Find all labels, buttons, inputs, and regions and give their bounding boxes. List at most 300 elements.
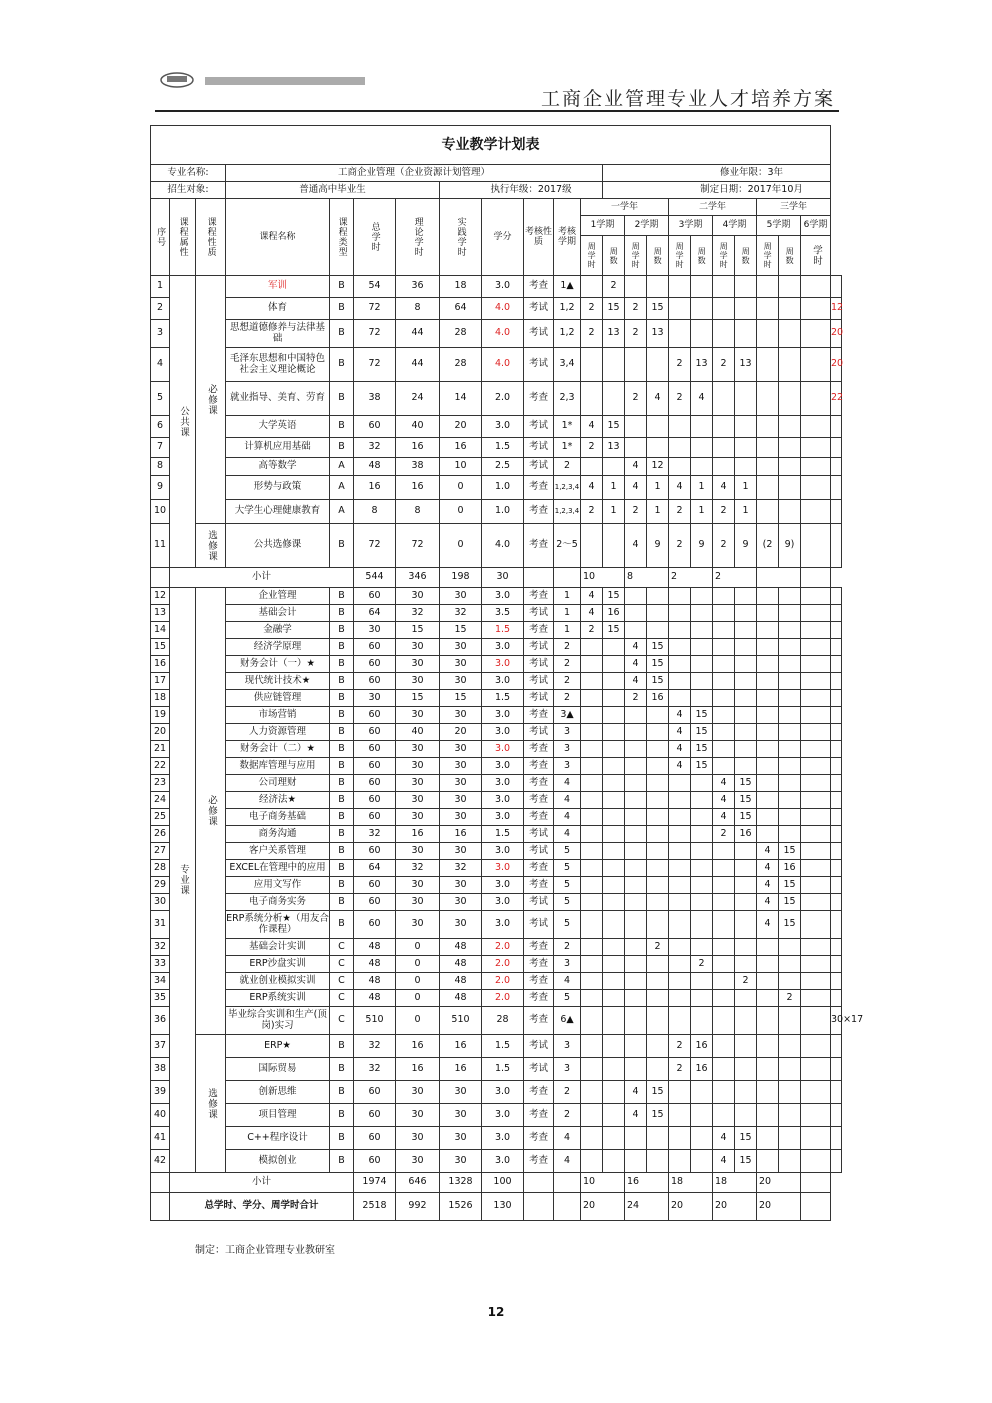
table-row	[151, 416, 842, 438]
table-cell	[625, 1127, 647, 1150]
table-cell: B	[330, 911, 354, 939]
table-cell	[625, 758, 647, 775]
table-cell: 30	[440, 894, 482, 911]
table-cell	[603, 894, 625, 911]
table-cell	[831, 438, 842, 458]
table-cell	[713, 622, 735, 639]
table-cell: B	[330, 588, 354, 605]
table-cell: 5	[554, 894, 581, 911]
table-cell: 30	[440, 809, 482, 826]
table-cell: 2	[554, 458, 581, 476]
course-name: ERP系统实训	[226, 990, 330, 1007]
table-cell	[735, 707, 757, 724]
table-cell: 3.0	[482, 724, 524, 741]
table-cell: B	[330, 348, 354, 382]
table-cell: 1	[647, 476, 669, 500]
table-cell: 30	[354, 690, 396, 707]
table-cell	[779, 639, 801, 656]
table-cell: 0	[440, 524, 482, 568]
course-name: 市场营销	[226, 707, 330, 724]
table-cell	[713, 758, 735, 775]
table-cell: 考试	[524, 724, 554, 741]
table-cell: 6▲	[554, 1007, 581, 1035]
table-cell: 1*	[554, 438, 581, 458]
table-cell: 60	[354, 809, 396, 826]
table-row	[151, 500, 842, 524]
table-cell	[713, 973, 735, 990]
table-cell: 48	[354, 458, 396, 476]
table-row	[151, 758, 842, 775]
table-cell	[831, 990, 842, 1007]
table-cell	[735, 1081, 757, 1104]
table-cell: 60	[354, 707, 396, 724]
table-cell	[581, 911, 603, 939]
table-cell	[647, 707, 669, 724]
table-cell	[757, 1104, 779, 1127]
table-cell	[713, 416, 735, 438]
table-cell	[735, 382, 757, 416]
table-cell: 1	[554, 588, 581, 605]
table-cell	[713, 843, 735, 860]
total-theory: 346	[396, 568, 440, 588]
table-cell: 12	[647, 458, 669, 476]
table-cell	[713, 894, 735, 911]
major-value: 工商企业管理（企业资源计划管理）	[226, 165, 603, 182]
table-cell	[603, 1058, 625, 1081]
table-cell: 16	[647, 690, 669, 707]
table-row	[151, 639, 842, 656]
table-row	[151, 690, 842, 707]
table-cell	[581, 690, 603, 707]
row-seq: 10	[151, 500, 170, 524]
table-row	[151, 1127, 842, 1150]
table-row	[151, 1007, 842, 1035]
table-cell: 30	[396, 1104, 440, 1127]
term-6: 6学期	[801, 216, 831, 236]
table-cell	[831, 476, 842, 500]
table-cell	[669, 973, 691, 990]
term-4: 4学期	[713, 216, 757, 236]
table-cell	[581, 656, 603, 673]
table-cell: 考试	[524, 911, 554, 939]
course-name: 财务会计（二）★	[226, 741, 330, 758]
table-cell	[669, 1150, 691, 1173]
table-cell: 30	[396, 843, 440, 860]
table-cell	[691, 639, 713, 656]
table-cell	[603, 973, 625, 990]
table-cell: B	[330, 298, 354, 320]
table-cell: 60	[354, 843, 396, 860]
table-cell: 16	[440, 1035, 482, 1058]
table-cell: 30	[396, 707, 440, 724]
table-cell: 15	[647, 298, 669, 320]
row-seq: 19	[151, 707, 170, 724]
table-cell: 2	[554, 1104, 581, 1127]
table-cell	[757, 458, 779, 476]
table-cell	[647, 438, 669, 458]
table-cell	[779, 298, 801, 320]
table-cell: 4.0	[482, 348, 524, 382]
table-cell: 0	[396, 973, 440, 990]
table-cell: 考查	[524, 524, 554, 568]
table-cell	[757, 973, 779, 990]
table-cell: 2	[713, 348, 735, 382]
table-cell: 4	[669, 758, 691, 775]
table-cell: 16	[396, 826, 440, 843]
row-seq: 20	[151, 724, 170, 741]
table-cell	[647, 877, 669, 894]
table-cell: 10	[440, 458, 482, 476]
table-cell	[779, 622, 801, 639]
table-cell	[801, 458, 831, 476]
table-cell: 2～5	[554, 524, 581, 568]
table-cell	[691, 826, 713, 843]
table-cell	[713, 605, 735, 622]
table-cell: 2	[713, 524, 735, 568]
table-cell: 48	[354, 939, 396, 956]
table-cell	[691, 622, 713, 639]
row-seq: 34	[151, 973, 170, 990]
table-cell: B	[330, 1150, 354, 1173]
table-cell	[779, 320, 801, 348]
table-cell: 4	[713, 476, 735, 500]
course-name: 经济法★	[226, 792, 330, 809]
table-cell: 3.0	[482, 843, 524, 860]
table-cell: 考查	[524, 809, 554, 826]
table-cell	[669, 639, 691, 656]
table-cell: B	[330, 1127, 354, 1150]
table-cell: 30	[440, 639, 482, 656]
table-cell	[691, 1150, 713, 1173]
table-cell: 3.0	[482, 792, 524, 809]
table-cell: 考试	[524, 320, 554, 348]
table-cell: 1▲	[554, 276, 581, 298]
table-cell: 30	[396, 673, 440, 690]
table-cell	[735, 1104, 757, 1127]
table-cell: 30	[440, 1127, 482, 1150]
table-cell: 考查	[524, 1150, 554, 1173]
table-cell: 15	[735, 775, 757, 792]
table-cell: 72	[354, 348, 396, 382]
table-cell	[757, 741, 779, 758]
table-cell	[647, 724, 669, 741]
table-cell	[831, 843, 842, 860]
table-cell	[603, 877, 625, 894]
table-cell	[801, 758, 831, 775]
table-cell	[691, 690, 713, 707]
table-cell: 16	[396, 476, 440, 500]
table-cell: 20	[440, 416, 482, 438]
table-cell: 32	[354, 1035, 396, 1058]
table-row	[151, 707, 842, 724]
table-cell: 考试	[524, 416, 554, 438]
table-cell	[779, 809, 801, 826]
table-cell	[735, 956, 757, 973]
course-name: 供应链管理	[226, 690, 330, 707]
table-cell: 64	[354, 860, 396, 877]
table-cell: 8	[354, 500, 396, 524]
table-cell	[713, 1058, 735, 1081]
table-row	[151, 348, 842, 382]
table-cell: 30	[440, 1081, 482, 1104]
table-cell: 8	[396, 298, 440, 320]
row-seq: 6	[151, 416, 170, 438]
table-cell	[713, 1007, 735, 1035]
table-cell	[831, 894, 842, 911]
table-cell: 考查	[524, 990, 554, 1007]
table-cell: 5	[554, 990, 581, 1007]
table-cell: 考查	[524, 476, 554, 500]
table-cell: 4	[625, 458, 647, 476]
table-cell	[581, 843, 603, 860]
table-cell: B	[330, 775, 354, 792]
table-cell	[757, 1127, 779, 1150]
table-cell: 20	[831, 348, 842, 382]
table-cell: 4	[581, 588, 603, 605]
table-row	[151, 894, 842, 911]
table-cell	[647, 588, 669, 605]
table-cell	[625, 348, 647, 382]
row-seq: 7	[151, 438, 170, 458]
term-t5-hours: 20	[757, 1173, 801, 1193]
row-seq: 30	[151, 894, 170, 911]
table-cell: 3.0	[482, 588, 524, 605]
course-name: 就业创业模拟实训	[226, 973, 330, 990]
sub-weeks: 周数	[735, 236, 757, 276]
footnote: 制定：工商企业管理专业教研室	[195, 1245, 335, 1256]
table-cell: 2	[669, 1035, 691, 1058]
table-cell: 64	[354, 605, 396, 622]
table-cell: 4	[625, 524, 647, 568]
table-cell	[603, 1081, 625, 1104]
table-cell: 72	[354, 298, 396, 320]
table-cell: 2	[713, 826, 735, 843]
table-cell	[625, 894, 647, 911]
table-cell	[691, 1104, 713, 1127]
table-row	[151, 622, 842, 639]
table-cell: 4	[554, 809, 581, 826]
table-cell	[669, 956, 691, 973]
table-cell: 15	[603, 416, 625, 438]
table-cell: 2	[735, 973, 757, 990]
table-cell: 30	[396, 1127, 440, 1150]
table-cell	[603, 724, 625, 741]
table-cell	[581, 860, 603, 877]
table-cell: 15	[691, 758, 713, 775]
table-cell: 15	[603, 298, 625, 320]
row-seq: 25	[151, 809, 170, 826]
table-cell	[801, 1081, 831, 1104]
group-elective: 选修课	[196, 524, 226, 568]
table-cell	[757, 809, 779, 826]
table-cell: 5	[554, 843, 581, 860]
table-cell	[779, 1104, 801, 1127]
table-cell: 44	[396, 320, 440, 348]
table-cell	[831, 911, 842, 939]
table-cell	[691, 860, 713, 877]
table-cell: 48	[354, 990, 396, 1007]
table-cell	[647, 792, 669, 809]
table-cell: 30	[396, 741, 440, 758]
table-cell	[779, 1035, 801, 1058]
table-cell: 60	[354, 1127, 396, 1150]
table-cell	[757, 276, 779, 298]
table-cell	[691, 990, 713, 1007]
col-term: 考核学期	[554, 199, 581, 276]
table-cell	[779, 826, 801, 843]
table-cell: B	[330, 894, 354, 911]
table-cell: 考查	[524, 1127, 554, 1150]
table-cell	[669, 1104, 691, 1127]
table-cell: 考试	[524, 1058, 554, 1081]
table-cell	[779, 1127, 801, 1150]
blank-cell	[554, 1193, 581, 1221]
blank-cell	[151, 1193, 170, 1221]
table-cell: 9	[647, 524, 669, 568]
table-cell	[625, 605, 647, 622]
table-cell	[831, 656, 842, 673]
table-cell: 4	[625, 639, 647, 656]
table-cell	[713, 276, 735, 298]
table-cell	[713, 320, 735, 348]
table-cell	[581, 990, 603, 1007]
year-3: 三学年	[757, 199, 831, 216]
table-cell	[647, 416, 669, 438]
table-row	[151, 276, 842, 298]
table-cell: 2	[625, 382, 647, 416]
table-cell: 4.0	[482, 524, 524, 568]
row-seq: 18	[151, 690, 170, 707]
table-cell	[713, 588, 735, 605]
table-cell: 考查	[524, 1104, 554, 1127]
table-cell	[581, 775, 603, 792]
table-cell	[779, 956, 801, 973]
table-cell	[735, 1007, 757, 1035]
table-cell: 15	[779, 877, 801, 894]
table-cell: 4	[554, 1127, 581, 1150]
table-cell: 1.5	[482, 826, 524, 843]
table-cell	[801, 911, 831, 939]
table-cell: 15	[735, 1150, 757, 1173]
table-cell: B	[330, 707, 354, 724]
table-cell	[581, 458, 603, 476]
row-seq: 9	[151, 476, 170, 500]
table-cell	[669, 320, 691, 348]
table-cell: 4	[625, 1104, 647, 1127]
table-cell: 3.0	[482, 860, 524, 877]
table-cell: 2	[554, 1081, 581, 1104]
table-cell: 16	[691, 1035, 713, 1058]
blank-cell	[524, 1173, 554, 1193]
table-cell	[625, 622, 647, 639]
table-cell: 24	[396, 382, 440, 416]
table-cell: 9	[691, 524, 713, 568]
table-row	[151, 990, 842, 1007]
table-cell	[647, 911, 669, 939]
table-cell: 16	[779, 860, 801, 877]
table-cell	[713, 1081, 735, 1104]
table-cell: 32	[396, 860, 440, 877]
table-cell	[801, 639, 831, 656]
table-cell: 2	[779, 990, 801, 1007]
course-name: C++程序设计	[226, 1127, 330, 1150]
table-cell	[831, 276, 842, 298]
table-cell	[801, 622, 831, 639]
table-cell	[801, 939, 831, 956]
table-cell	[831, 956, 842, 973]
blank-cell	[801, 1173, 831, 1193]
table-cell: 2	[669, 500, 691, 524]
table-cell: 15	[647, 673, 669, 690]
table-row	[151, 382, 842, 416]
table-cell	[691, 458, 713, 476]
blank-cell	[801, 1193, 831, 1221]
term-t5-hours: 20	[757, 1193, 801, 1221]
table-cell	[831, 724, 842, 741]
table-cell	[581, 826, 603, 843]
table-cell: 4	[581, 476, 603, 500]
table-cell	[581, 809, 603, 826]
table-cell	[647, 843, 669, 860]
table-cell: 30	[396, 639, 440, 656]
table-cell: 16	[396, 1058, 440, 1081]
table-cell	[581, 1035, 603, 1058]
table-cell: B	[330, 1035, 354, 1058]
table-cell: 考试	[524, 639, 554, 656]
table-cell: 40	[396, 724, 440, 741]
table-cell: 4	[757, 911, 779, 939]
table-cell: 4	[625, 656, 647, 673]
table-cell: 2	[554, 673, 581, 690]
table-cell: 2.0	[482, 990, 524, 1007]
table-cell	[691, 276, 713, 298]
table-cell	[801, 1035, 831, 1058]
total-practice: 1526	[440, 1193, 482, 1221]
table-cell	[625, 416, 647, 438]
table-row	[151, 1150, 842, 1173]
table-cell: 1.5	[482, 438, 524, 458]
table-cell: 60	[354, 1081, 396, 1104]
row-seq: 38	[151, 1058, 170, 1081]
row-seq: 13	[151, 605, 170, 622]
table-cell	[691, 1081, 713, 1104]
table-cell: 0	[440, 476, 482, 500]
table-cell: 4	[554, 973, 581, 990]
table-cell: 5	[554, 911, 581, 939]
table-cell	[669, 438, 691, 458]
course-name: 经济学原理	[226, 639, 330, 656]
table-cell	[801, 656, 831, 673]
table-cell	[801, 990, 831, 1007]
table-cell	[581, 1058, 603, 1081]
table-cell	[757, 622, 779, 639]
table-cell	[603, 826, 625, 843]
term-t2-hours: 24	[625, 1193, 669, 1221]
table-cell: 考查	[524, 588, 554, 605]
table-cell: 30×17	[831, 1007, 842, 1035]
table-cell	[669, 298, 691, 320]
table-cell	[831, 792, 842, 809]
table-cell: A	[330, 458, 354, 476]
table-cell	[757, 707, 779, 724]
teaching-plan-sheet	[150, 125, 864, 1256]
table-cell	[757, 1081, 779, 1104]
table-row	[151, 476, 842, 500]
table-cell: 4	[757, 894, 779, 911]
table-cell	[669, 877, 691, 894]
table-cell: 510	[440, 1007, 482, 1035]
table-cell: 15	[440, 690, 482, 707]
